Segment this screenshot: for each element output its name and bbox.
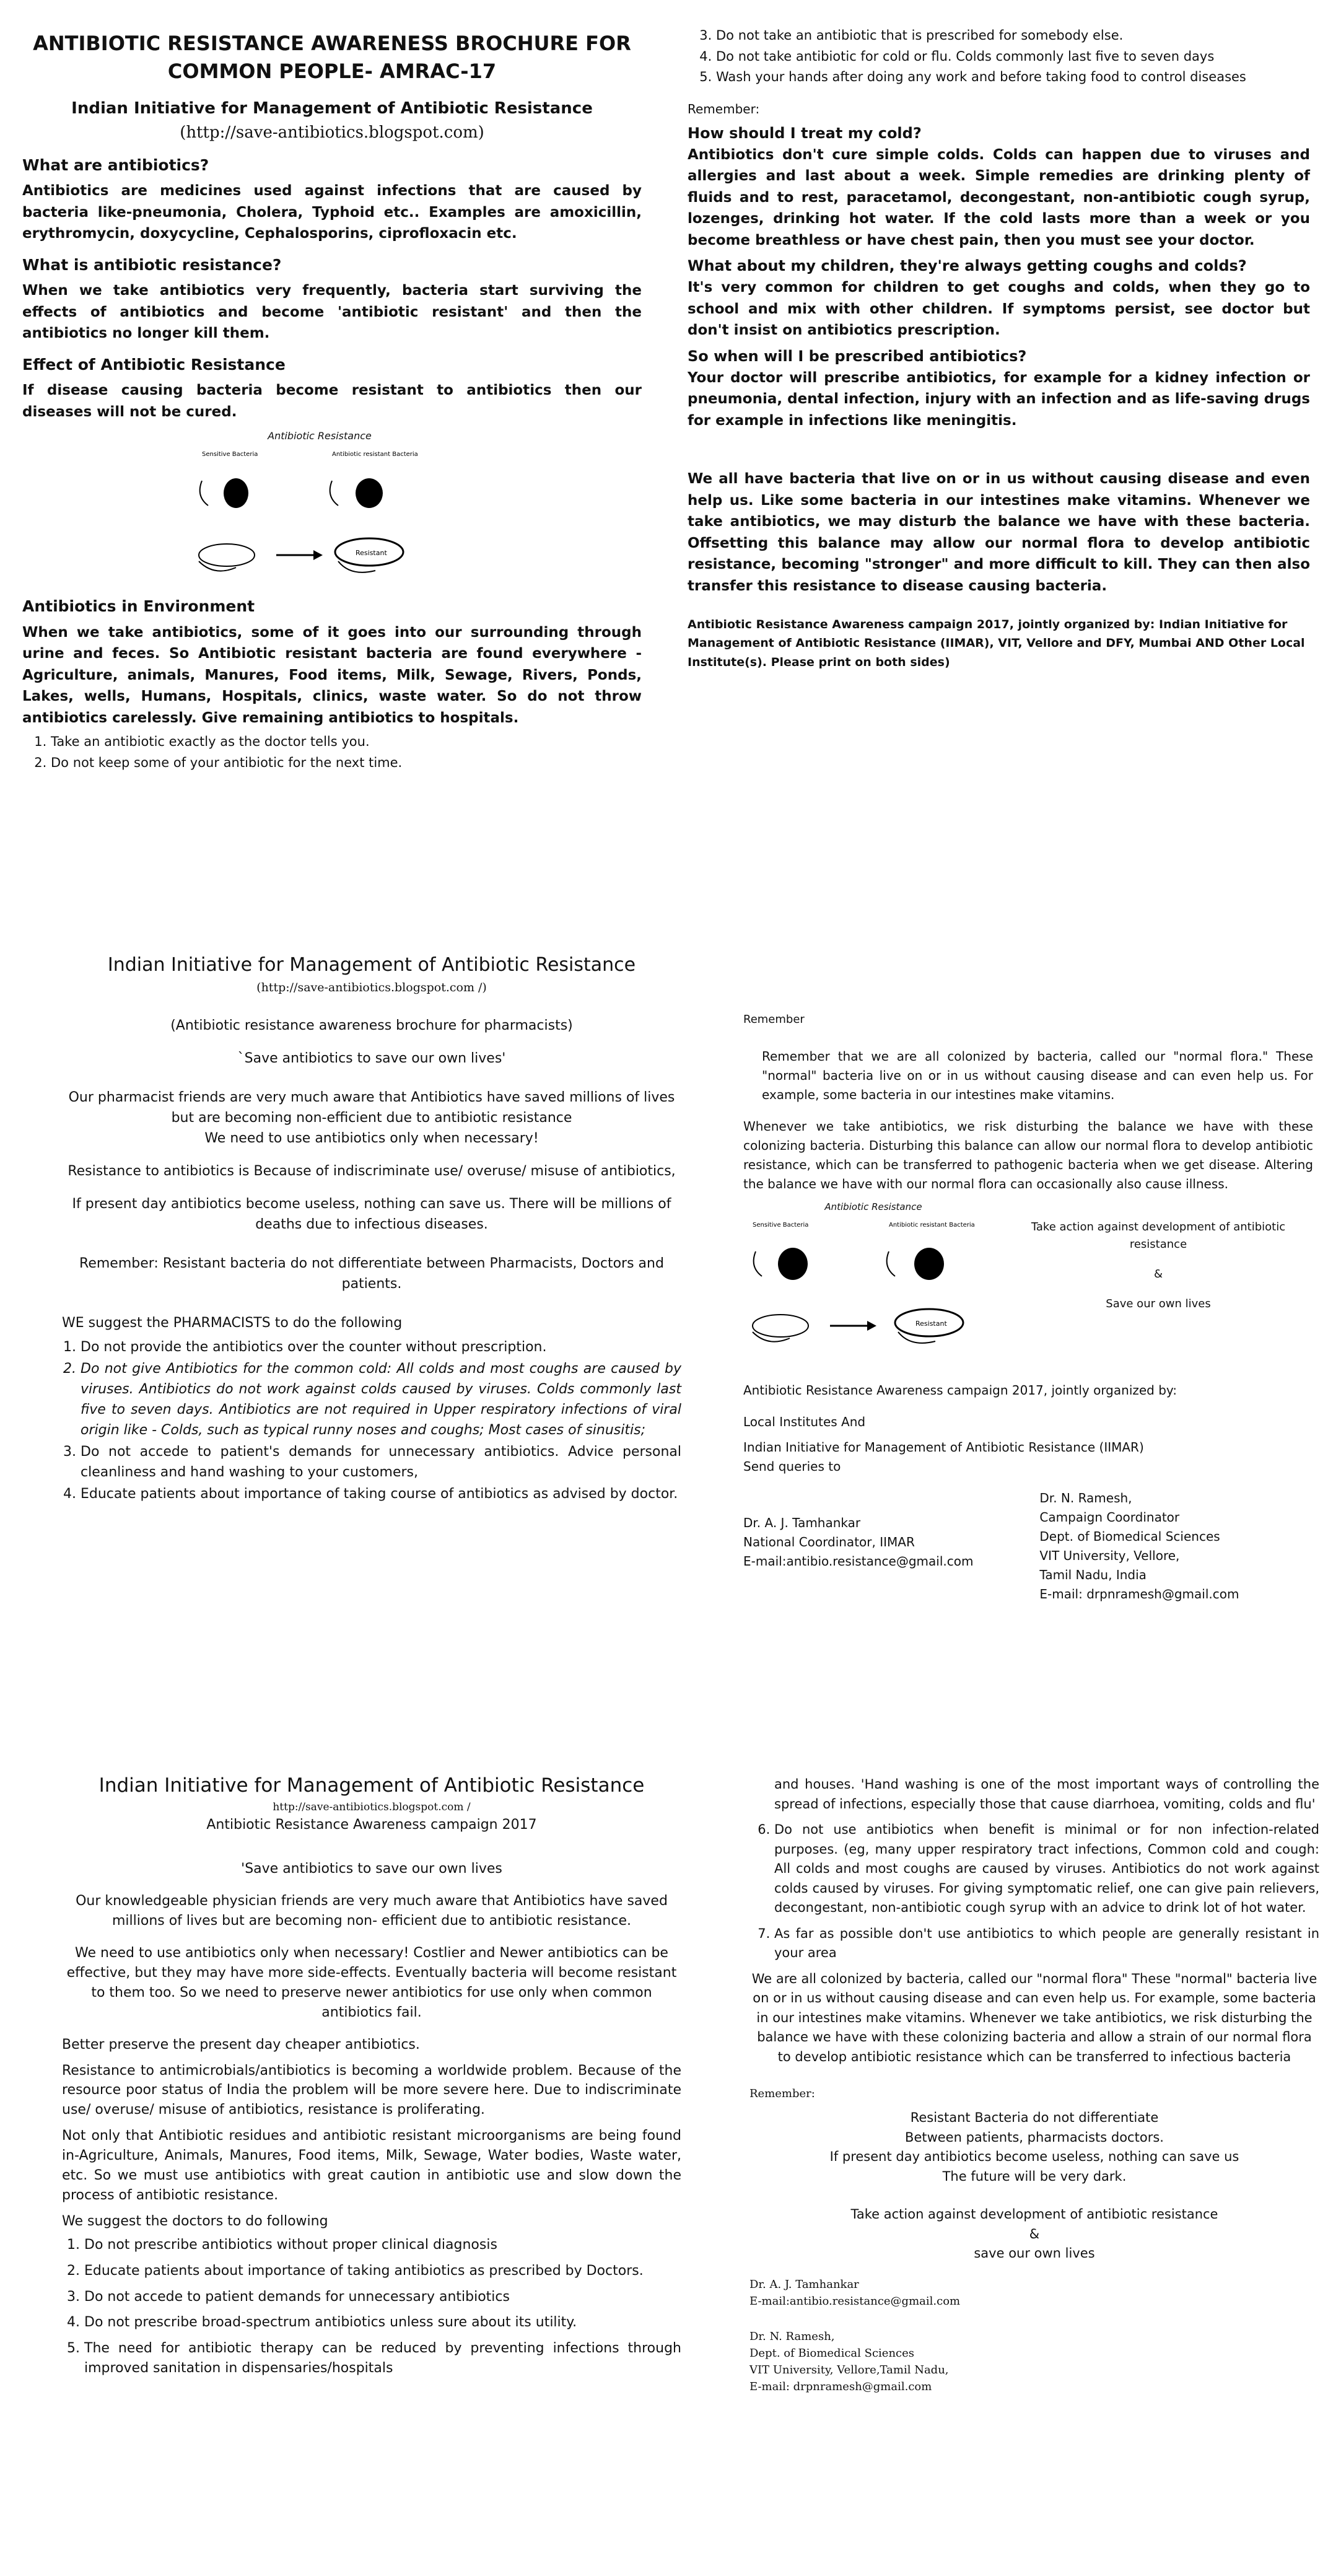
heading-when-prescribed: So when will I be prescribed antibiotics? (688, 347, 1027, 365)
tip-item: 5. Wash your hands after doing any work and before taking food to control diseases (716, 68, 1310, 87)
contact-email[interactable]: E-mail:antibio.resistance@gmail.com (749, 2294, 961, 2308)
heading-what-are-antibiotics: What are antibiotics? (22, 156, 209, 174)
list-item: 1. Do not provide the antibiotics over the counter without prescription. (81, 1337, 681, 1357)
para-children: It's very common for children to get coughs and colds, when they go to school and mix with other children. If symptoms persist, see doctor but don't insist on antibiotics prescription. (688, 279, 1310, 338)
figure-row (743, 1200, 1313, 1362)
remember-label: Remember: (749, 2087, 815, 2100)
contact-tamhankar (743, 1489, 1017, 1571)
suggest-heading: WE suggest the PHARMACISTS to do the following (62, 1315, 403, 1331)
contact-dept: Dept. of Biomedical Sciences (749, 2346, 915, 2360)
contact-name: Dr. N. Ramesh, (749, 2329, 835, 2343)
doctor-list (62, 2235, 681, 2378)
local-institutes: Local Institutes And (743, 1414, 866, 1430)
para-remember: Remember: Resistant bacteria do not differentiate between Pharmacists, Doctors and patients. (79, 1255, 664, 1292)
campaign-title: Antibiotic Resistance Awareness campaign 2017 (206, 1816, 537, 1833)
bacterium-2 (356, 478, 383, 508)
pharmacist-subtitle: (Antibiotic resistance awareness brochure for pharmacists) (170, 1017, 573, 1033)
contact-ramesh (1039, 1489, 1313, 1604)
heading-antibiotics-in-environment: Antibiotics in Environment (22, 597, 255, 616)
action-box (1003, 1200, 1313, 1313)
slogan: 'Save antibiotics to save our own lives (241, 1861, 502, 1877)
heading-treat-cold: How should I treat my cold? (688, 124, 922, 142)
para-hand-washing: and houses. 'Hand washing is one of the most important ways of controlling the spread of infections, especially those that cause diarrhoea, vomiting, colds and flu' (774, 1777, 1319, 1812)
list-item: 4. Educate patients about importance of taking course of antibiotics as advised by doctor. (81, 1484, 681, 1504)
contacts (743, 1489, 1313, 1604)
arrow-head (313, 550, 323, 560)
send-queries: Send queries to (743, 1459, 841, 1474)
pill-arc-1 (200, 481, 208, 506)
bacterium-1 (224, 478, 248, 508)
resistance-illustration (190, 429, 450, 586)
label-resistant-bacteria: Antibiotic resistant Bacteria (889, 1222, 975, 1229)
ampersand: & (1153, 1267, 1163, 1281)
para-physician-aware: Our knowledgeable physician friends are very much aware that Antibiotics have saved millions of lives but are becoming non- efficient due to antibiotic resistance. (76, 1893, 668, 1929)
contact-role: Campaign Coordinator (1039, 1510, 1180, 1525)
resistance-illustration-2 (743, 1200, 1003, 1362)
pharmacist-list (62, 1337, 681, 1504)
contact-email[interactable]: E-mail: drpnramesh@gmail.com (749, 2380, 932, 2393)
iimar-name: Indian Initiative for Management of Antibiotic Resistance (IIMAR) (743, 1440, 1144, 1455)
figure-title: Antibiotic Resistance (268, 430, 372, 442)
para-treat-cold: Antibiotics don't cure simple colds. Colds can happen due to viruses and allergies and last about a week. Simple remedies are drinking plenty of fluids and to rest, paracetamol, decongestant, non-antibiotic cough syrup, lozenges, drinking hot water. If the cold lasts more than a week or you become breathless or have chest pain, then you must see your doctor. (688, 146, 1310, 248)
label-sensitive: Sensitive Bacteria (202, 451, 258, 458)
sheet2-right-column (743, 1011, 1313, 1604)
blog-url[interactable]: (http://save-antibiotics.blogspot.com /) (256, 981, 487, 994)
heading-effect-of-resistance: Effect of Antibiotic Resistance (22, 355, 286, 374)
sheet1-left-column (22, 30, 642, 774)
brochure-title: ANTIBIOTIC RESISTANCE AWARENESS BROCHURE FOR COMMON PEOPLE- AMRAC-17 (33, 32, 631, 83)
tip-item: 1. Take an antibiotic exactly as the doctor tells you. (51, 732, 642, 752)
org-name: Indian Initiative for Management of Antibiotic Resistance (98, 1774, 645, 1797)
para-residues: Not only that Antibiotic residues and antibiotic resistant microorganisms are being found in-Agriculture, Animals, Manures, Food items, Milk, Sewage, Water bodies, Waste water, etc. So we must use antibiotics with great caution in antibiotic use and slow down the process of antibiotic resistance. (62, 2128, 681, 2203)
para-effect-of-resistance: If disease causing bacteria become resistant to antibiotics then our diseases will not be cured. (22, 382, 642, 420)
contact-tamhankar (749, 2276, 1319, 2310)
campaign-text: Antibiotic Resistance Awareness campaign 2017, jointly organized by: (743, 1383, 1177, 1398)
list-item: 3. Do not accede to patient demands for unnecessary antibiotics (84, 2287, 681, 2307)
label-resistant: Resistant (915, 1320, 947, 1328)
para-remember-colonized: Remember that we are all colonized by bacteria, called our "normal flora." These "normal" bacteria live on or in us without causing disease and can even help us. For example, some bacteria in our intestines make vitamins. (762, 1048, 1313, 1102)
contact-univ: VIT University, Vellore,Tamil Nadu, (749, 2363, 949, 2377)
contact-name: Dr. N. Ramesh, (1039, 1491, 1132, 1506)
heading-what-is-resistance: What is antibiotic resistance? (22, 255, 282, 274)
tips-list-left (22, 732, 642, 773)
contact-role: National Coordinator, IIMAR (743, 1535, 915, 1550)
ampersand: & (1029, 2226, 1040, 2241)
para-antibiotics-in-environment: When we take antibiotics, some of it goes into our surrounding through urine and feces. So Antibiotic resistant bacteria are found everywhere - Agriculture, animals, Manures, Food items, Milk, Sewage, Rivers, Ponds, Lakes, wells, Humans, Hospitals, clinics, waste water. So do not throw antibiotics carelessly. Give remaining antibiotics to hospitals. (22, 624, 642, 726)
contact-dept: Dept. of Biomedical Sciences (1039, 1529, 1220, 1544)
action-text: Take action against development of antibiotic resistance (850, 2207, 1218, 2222)
org-name: Indian Initiative for Management of Antibiotic Resistance (71, 99, 593, 118)
bacterium-1 (778, 1248, 808, 1280)
contact-name: Dr. A. J. Tamhankar (743, 1515, 861, 1531)
save-lives: Save our own lives (1106, 1297, 1211, 1310)
para-when-prescribed: Your doctor will prescribe antibiotics, for example for a kidney infection or pneumonia, dental infection, injury with an infection and as life-saving drugs for example in infections like meningitis. (688, 369, 1310, 429)
list-item: 5. The need for antibiotic therapy can be reduced by preventing infections through improved sanitation in dispensaries/hospitals (84, 2339, 681, 2378)
remember-label: Remember: (688, 101, 760, 116)
list-item: 2. Do not give Antibiotics for the common cold: All colds and most coughs are caused by viruses. Antibiotics do not work against colds caused by viruses. Colds commonly last five to seven days. Antibiotics are not required in Upper respiratory infections of viral origin like - Colds, such as typical runny noses and coughs; Most cases of sinusitis; (81, 1359, 681, 1440)
list-item: 7. As far as possible don't use antibiotics to which people are generally resistant in your area (774, 1924, 1319, 1963)
sheet2-left-column (62, 951, 681, 1505)
para-normal-flora: We all have bacteria that live on or in us without causing disease and even help us. Like some bacteria in our intestines make vitamins. Whenever we take antibiotics, we may disturb the balance we have with these bacteria. Offsetting this balance may allow our normal flora to develop antibiotic resistance, becoming "stronger" and more difficult to kill. They can then also transfer this resistance to disease causing bacteria. (688, 471, 1310, 594)
contact-univ: VIT University, Vellore, (1039, 1548, 1180, 1564)
suggest-heading: We suggest the doctors to do following (62, 2213, 328, 2229)
sheet3-right-column (749, 1775, 1319, 2395)
list-item: 2. Educate patients about importance of taking antibiotics as prescribed by Doctors. (84, 2261, 681, 2281)
cell-1 (199, 544, 255, 566)
list-item: 6. Do not use antibiotics when benefit is minimal or for non infection-related purposes. (eg, many upper respiratory tract infections, Common cold and cough: All colds and most coughs are caused by viruses. Antibiotics do not work against colds caused by viruses. For giving symptomatic relief, one can give pain relievers, decongestant, non-antibiotic cough syrup with an advice to drink lot of hot water. (774, 1820, 1319, 1918)
heading-children: What about my children, they're always getting coughs and colds? (688, 257, 1247, 274)
tip-item: 3. Do not take an antibiotic that is prescribed for somebody else. (716, 26, 1310, 46)
contact-ramesh (749, 2328, 1319, 2395)
slogan: `Save antibiotics to save our own lives' (237, 1050, 506, 1066)
para-flora: We are all colonized by bacteria, called our "normal flora" These "normal" bacteria live on or in us without causing disease and can even help us. For example, some bacteria in our intestines make vitamins. Whenever we take antibiotics, we risk disturbing the balance we have with these colonizing bacteria and allow a strain of our normal flora to develop antibiotic resistance which can be transferred to infectious bacteria (751, 1971, 1317, 2064)
contact-name: Dr. A. J. Tamhankar (749, 2277, 859, 2291)
para-indiscriminate-use: Resistance to antibiotics is Because of indiscriminate use/ overuse/ misuse of antibiotics, (68, 1163, 676, 1179)
figure-title: Antibiotic Resistance (824, 1201, 922, 1212)
para-use-when-necessary: We need to use antibiotics only when necessary! (204, 1130, 539, 1146)
bacteria-diagram (743, 1214, 1003, 1357)
sheet1-right-column (688, 22, 1310, 672)
contact-email[interactable]: E-mail: drpnramesh@gmail.com (1039, 1587, 1239, 1602)
label-sensitive: Sensitive Bacteria (753, 1222, 809, 1229)
para-preserve: Better preserve the present day cheaper antibiotics. (62, 2036, 420, 2052)
tip-item: 2. Do not keep some of your antibiotic for the next time. (51, 753, 642, 773)
blog-url[interactable]: http://save-antibiotics.blogspot.com / (273, 1800, 471, 1813)
bacteria-diagram (190, 444, 450, 586)
campaign-note: Antibiotic Resistance Awareness campaign 2017, jointly organized by: Indian Initiative for Management of Antibiotic Resistance (IIMAR), VIT, Vellore and DFY, Mumbai AND Other Local Institute(s). Please print on both sides) (688, 618, 1305, 669)
bacterium-2 (914, 1248, 944, 1280)
remember-line-2: Between patients, pharmacists doctors. (905, 2129, 1164, 2145)
para-newer-antibiotics: We need to use antibiotics only when necessary! Costlier and Newer antibiotics can be effective, but they may have more side-effects. Eventually bacteria will become resistant to them too. So we need to preserve newer antibiotics for use only when common antibiotics fail. (66, 1945, 677, 2020)
remember-label: Remember (743, 1013, 805, 1026)
remember-line-4: The future will be very dark. (942, 2168, 1127, 2184)
doctor-list-continued (749, 1820, 1319, 1963)
sheet3-left-column (62, 1772, 681, 2380)
contact-email[interactable]: E-mail:antibio.resistance@gmail.com (743, 1554, 974, 1569)
label-resistant: Resistant (356, 549, 387, 558)
tips-list-right (688, 26, 1310, 87)
remember-line-1: Resistant Bacteria do not differentiate (910, 2110, 1159, 2125)
list-item: 4. Do not prescribe broad-spectrum antibiotics unless sure about its utility. (84, 2313, 681, 2333)
tip-item: 4. Do not take antibiotic for cold or flu. Colds commonly last five to seven days (716, 47, 1310, 67)
para-present-day: If present day antibiotics become useless, nothing can save us. There will be millions of deaths due to infectious diseases. (72, 1196, 671, 1232)
contact-place: Tamil Nadu, India (1039, 1567, 1147, 1583)
list-item: 3. Do not accede to patient's demands for unnecessary antibiotics. Advice personal cleanliness and hand washing to your customers, (81, 1442, 681, 1483)
para-worldwide: Resistance to antimicrobials/antibiotics is becoming a worldwide problem. Because of the resource poor status of India the problem will be more severe here. Due to indiscriminate use/ overuse/ misuse of antibiotics, resistance is proliferating. (62, 2062, 681, 2118)
para-what-are-antibiotics: Antibiotics are medicines used against infections that are caused by bacteria like-pneumonia, Cholera, Typhoid etc.. Examples are amoxicillin, erythromycin, doxycycline, Cephalosporins, ciprofloxacin etc. (22, 183, 642, 242)
para-disturbing-balance: Whenever we take antibiotics, we risk disturbing the balance we have with these colonizing bacteria. Disturbing this balance can allow our normal flora to develop antibiotic resistance, which can be transferred to pathogenic bacteria when we get disease. Altering the balance we have with our normal flora can occasionally also cause illness. (743, 1118, 1313, 1191)
blog-url[interactable]: (http://save-antibiotics.blogspot.com) (180, 123, 484, 142)
remember-line-3: If present day antibiotics become useless, nothing can save us (829, 2149, 1239, 2164)
label-resistant-bacteria: Antibiotic resistant Bacteria (332, 451, 418, 458)
para-what-is-resistance: When we take antibiotics very frequently, bacteria start surviving the effects of antibiotics and become 'antibiotic resistant' and then the antibiotics no longer kill them. (22, 283, 642, 342)
save-lives: save our own lives (974, 2246, 1095, 2261)
action-text: Take action against development of antibiotic resistance (1031, 1220, 1286, 1251)
list-item: 1. Do not prescribe antibiotics without proper clinical diagnosis (84, 2235, 681, 2255)
pill-arc-2 (330, 481, 338, 506)
org-name: Indian Initiative for Management of Antibiotic Resistance (107, 954, 636, 976)
para-pharmacist-aware: Our pharmacist friends are very much aware that Antibiotics have saved millions of lives but are becoming non-efficient due to antibiotic resistance (68, 1089, 675, 1126)
